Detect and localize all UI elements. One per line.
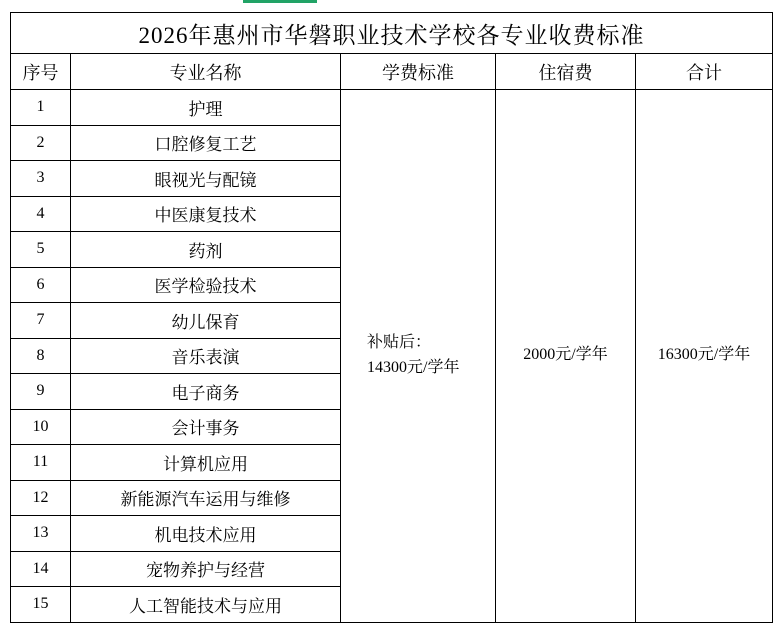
column-header-dormitory: 住宿费 — [496, 54, 636, 90]
sheet-tab-indicator — [243, 0, 317, 3]
row-no: 13 — [11, 516, 71, 552]
row-no: 8 — [11, 338, 71, 374]
row-no: 11 — [11, 445, 71, 481]
row-major: 电子商务 — [71, 374, 341, 410]
row-no: 12 — [11, 480, 71, 516]
table-row — [11, 90, 773, 126]
row-major: 机电技术应用 — [71, 516, 341, 552]
row-major: 幼儿保育 — [71, 303, 341, 339]
row-major: 新能源汽车运用与维修 — [71, 480, 341, 516]
row-major: 会计事务 — [71, 409, 341, 445]
row-major: 宠物养护与经营 — [71, 551, 341, 587]
row-no: 10 — [11, 409, 71, 445]
total-merged-cell: 16300元/学年 — [636, 90, 773, 623]
row-no: 3 — [11, 161, 71, 197]
row-major: 护理 — [71, 90, 341, 126]
fee-standard-table — [10, 12, 773, 623]
row-no: 9 — [11, 374, 71, 410]
row-major: 音乐表演 — [71, 338, 341, 374]
column-header-tuition: 学费标准 — [341, 54, 496, 90]
row-no: 6 — [11, 267, 71, 303]
tuition-merged-cell — [341, 90, 496, 623]
table-header-row — [11, 54, 773, 90]
page-title: 2026年惠州市华磐职业技术学校各专业收费标准 — [11, 13, 773, 54]
row-major: 药剂 — [71, 232, 341, 268]
row-major: 中医康复技术 — [71, 196, 341, 232]
row-no: 2 — [11, 125, 71, 161]
column-header-major: 专业名称 — [71, 54, 341, 90]
row-major: 眼视光与配镜 — [71, 161, 341, 197]
row-major: 计算机应用 — [71, 445, 341, 481]
column-header-total: 合计 — [636, 54, 773, 90]
row-no: 14 — [11, 551, 71, 587]
row-major: 口腔修复工艺 — [71, 125, 341, 161]
row-no: 5 — [11, 232, 71, 268]
dormitory-merged-cell: 2000元/学年 — [496, 90, 636, 623]
row-no: 4 — [11, 196, 71, 232]
row-major: 人工智能技术与应用 — [71, 587, 341, 623]
column-header-no: 序号 — [11, 54, 71, 90]
row-no: 7 — [11, 303, 71, 339]
row-no: 15 — [11, 587, 71, 623]
row-major: 医学检验技术 — [71, 267, 341, 303]
tuition-value: 补贴后：14300元/学年 — [367, 333, 460, 376]
table-title-row — [11, 13, 773, 54]
row-no: 1 — [11, 90, 71, 126]
